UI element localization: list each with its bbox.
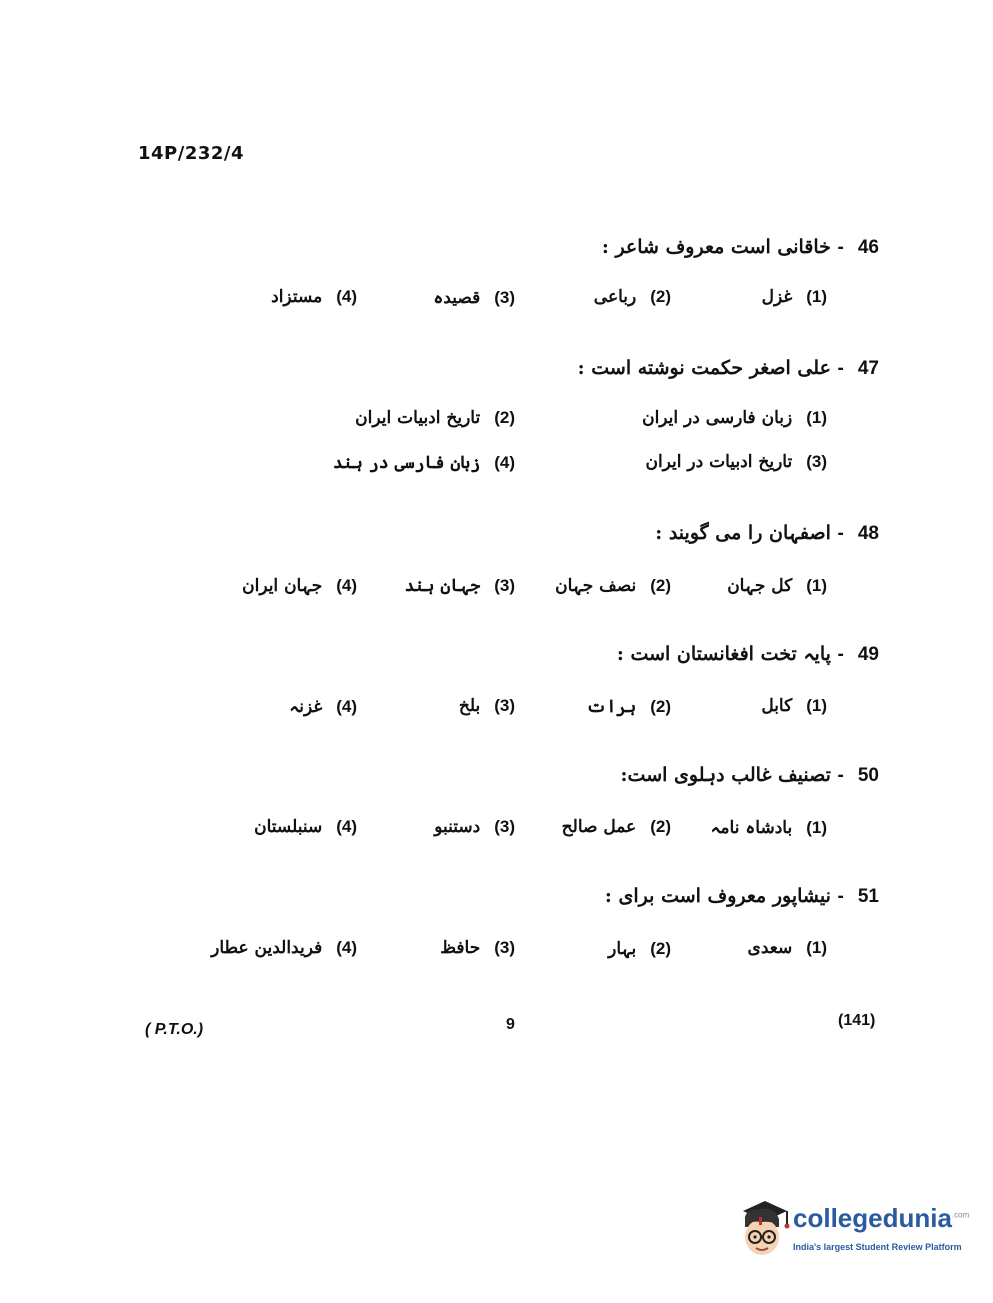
option-47-3: (3)تاریخ ادبیات در ایران	[645, 452, 827, 472]
question-stem: تصنیف غالب دہلوی است:	[620, 764, 831, 786]
option-50-4: (4)سنبلستان	[254, 817, 357, 837]
question-46: 46- خاقانی است معروف شاعر :	[601, 236, 879, 258]
question-50: 50- تصنیف غالب دہلوی است:	[620, 764, 879, 786]
collegedunia-watermark	[735, 1195, 970, 1265]
option-48-2: (2)نصف جہان	[555, 576, 671, 596]
option-49-4: (4)غزنہ	[289, 697, 357, 717]
question-49: 49- پایہ تخت افغانستان است :	[616, 643, 879, 665]
option-51-3: (3)حافظ	[440, 938, 515, 958]
footer-code: (141)	[838, 1012, 876, 1029]
option-46-4: (4)مستزاد	[271, 287, 357, 307]
question-48: 48- اصفہان را می گویند :	[655, 522, 879, 544]
question-number: 47	[857, 358, 879, 379]
question-stem: اصفہان را می گویند :	[655, 522, 831, 544]
option-47-1: (1)زبان فارسی در ایران	[642, 408, 827, 428]
option-51-4: (4)فریدالدین عطار	[211, 938, 357, 958]
student-mascot-icon	[735, 1195, 791, 1261]
question-number: 49	[857, 644, 879, 665]
option-50-3: (3)دستنبو	[434, 817, 515, 837]
question-number: 46	[857, 237, 879, 258]
option-51-2: (2)بہار	[608, 939, 671, 959]
question-47: 47- علی اصغر حکمت نوشته است :	[577, 357, 879, 379]
option-46-2: (2)رباعی	[593, 287, 671, 307]
option-46-1: (1)غزل	[761, 287, 827, 307]
option-47-4: (4)زبان فارسی در ہند	[332, 453, 515, 473]
question-number: 50	[857, 765, 879, 786]
brand-name: collegedunia	[793, 1203, 952, 1233]
paper-code: 14P/232/4	[138, 143, 244, 164]
question-number: 51	[857, 886, 879, 907]
option-50-2: (2)عمل صالح	[561, 817, 671, 837]
option-48-3: (3)جہان ہند	[404, 576, 515, 596]
option-49-1: (1)کابل	[761, 696, 827, 716]
option-49-3: (3)بلخ	[458, 696, 515, 716]
pto-label: ( P.T.O.)	[145, 1021, 204, 1038]
option-48-4: (4)جہان ایران	[242, 576, 357, 596]
option-51-1: (1)سعدی	[747, 938, 827, 958]
option-46-3: (3)قصیدہ	[433, 288, 515, 308]
question-stem: علی اصغر حکمت نوشته است :	[577, 357, 831, 379]
option-50-1: (1)بادشاہ نامہ	[710, 818, 827, 838]
brand-tagline: India's largest Student Review Platform	[793, 1242, 962, 1252]
question-stem: خاقانی است معروف شاعر :	[601, 236, 831, 258]
question-number: 48	[857, 523, 879, 544]
question-stem: نیشاپور معروف است برای :	[604, 885, 831, 907]
question-stem: پایہ تخت افغانستان است :	[616, 643, 831, 665]
option-49-2: (2)ہرات	[586, 697, 671, 717]
page-number: 9	[506, 1016, 515, 1033]
brand-tld: .com	[951, 1210, 970, 1220]
question-51: 51- نیشاپور معروف است برای :	[604, 885, 879, 907]
option-47-2: (2)تاریخ ادبیات ایران	[355, 408, 515, 428]
option-48-1: (1)کل جہان	[727, 576, 827, 596]
